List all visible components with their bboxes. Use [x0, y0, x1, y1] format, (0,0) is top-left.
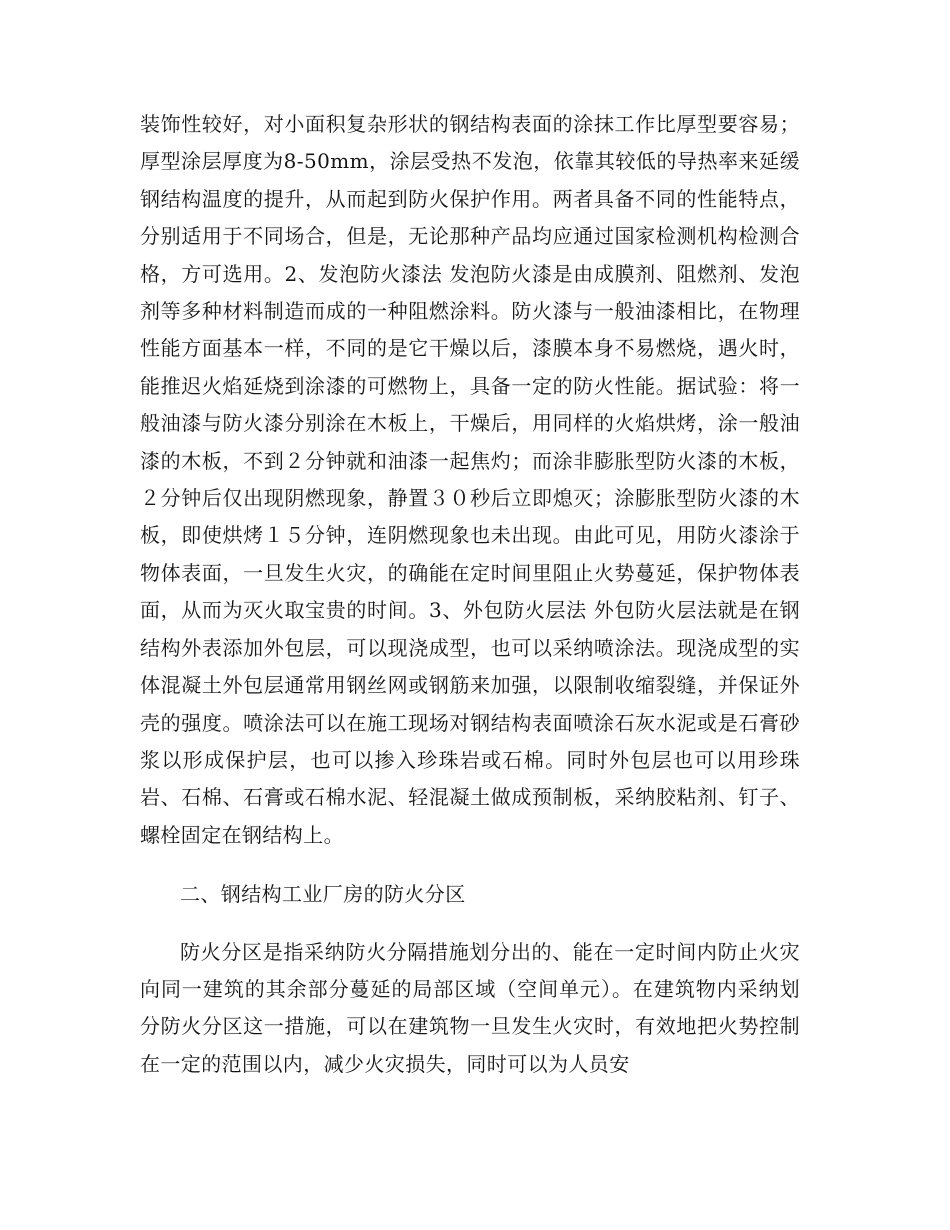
section-heading: 二、钢结构工业厂房的防火分区: [180, 882, 466, 907]
body-paragraph-fire-compartment: 防火分区是指采纳防火分隔措施划分出的、能在一定时间内防止火灾向同一建筑的其余部分蔓延的局部区域（空间单元）。在建筑物内采纳划分防火分区这一措施，可以在建筑物一旦发生火灾时，有效地把火势控制在一定的范围以内，减少火灾损失，同时可以为人员安: [140, 939, 800, 1076]
document-body: [140, 106, 800, 1083]
body-paragraph-fire-protection-methods: 装饰性较好，对小面积复杂形状的钢结构表面的涂抹工作比厚型要容易；厚型涂层厚度为8-50mm，涂层受热不发泡，依靠其较低的导热率来延缓钢结构温度的提升，从而起到防火保护作用。两者具备不同的性能特点，分别适用于不同场合，但是，无论那种产品均应通过国家检测机构检测合格，方可选用。2、发泡防火漆法 发泡防火漆是由成膜剂、阻燃剂、发泡剂等多种材料制造而成的一种阻燃涂料。防火漆与一般油漆相比，在物理性能方面基本一样，不同的是它干燥以后，漆膜本身不易燃烧，遇火时，能推迟火焰延烧到涂漆的可燃物上，具备一定的防火性能。据试验：将一般油漆与防火漆分别涂在木板上，干燥后，用同样的火焰烘烤，涂一般油漆的木板，不到２分钟就和油漆一起焦灼；而涂非膨胀型防火漆的木板，２分钟后仅出现阴燃现象，静置３０秒后立即熄灭；涂膨胀型防火漆的木板，即使烘烤１５分钟，连阴燃现象也未出现。由此可见，用防火漆涂于物体表面，一旦发生火灾，的确能在定时间里阻止火势蔓延，保护物体表面，从而为灭火取宝贵的时间。3、外包防火层法 外包防火层法就是在钢结构外表添加外包层，可以现浇成型，也可以采纳喷涂法。现浇成型的实体混凝土外包层通常用钢丝网或钢筋来加强，以限制收缩裂缝，并保证外壳的强度。喷涂法可以在施工现场对钢结构表面喷涂石灰水泥或是石膏砂浆以形成保护层，也可以掺入珍珠岩或石棉。同时外包层也可以用珍珠岩、石棉、石膏或石棉水泥、轻混凝土做成预制板，采纳胶粘剂、钉子、螺栓固定在钢结构上。: [140, 112, 800, 847]
